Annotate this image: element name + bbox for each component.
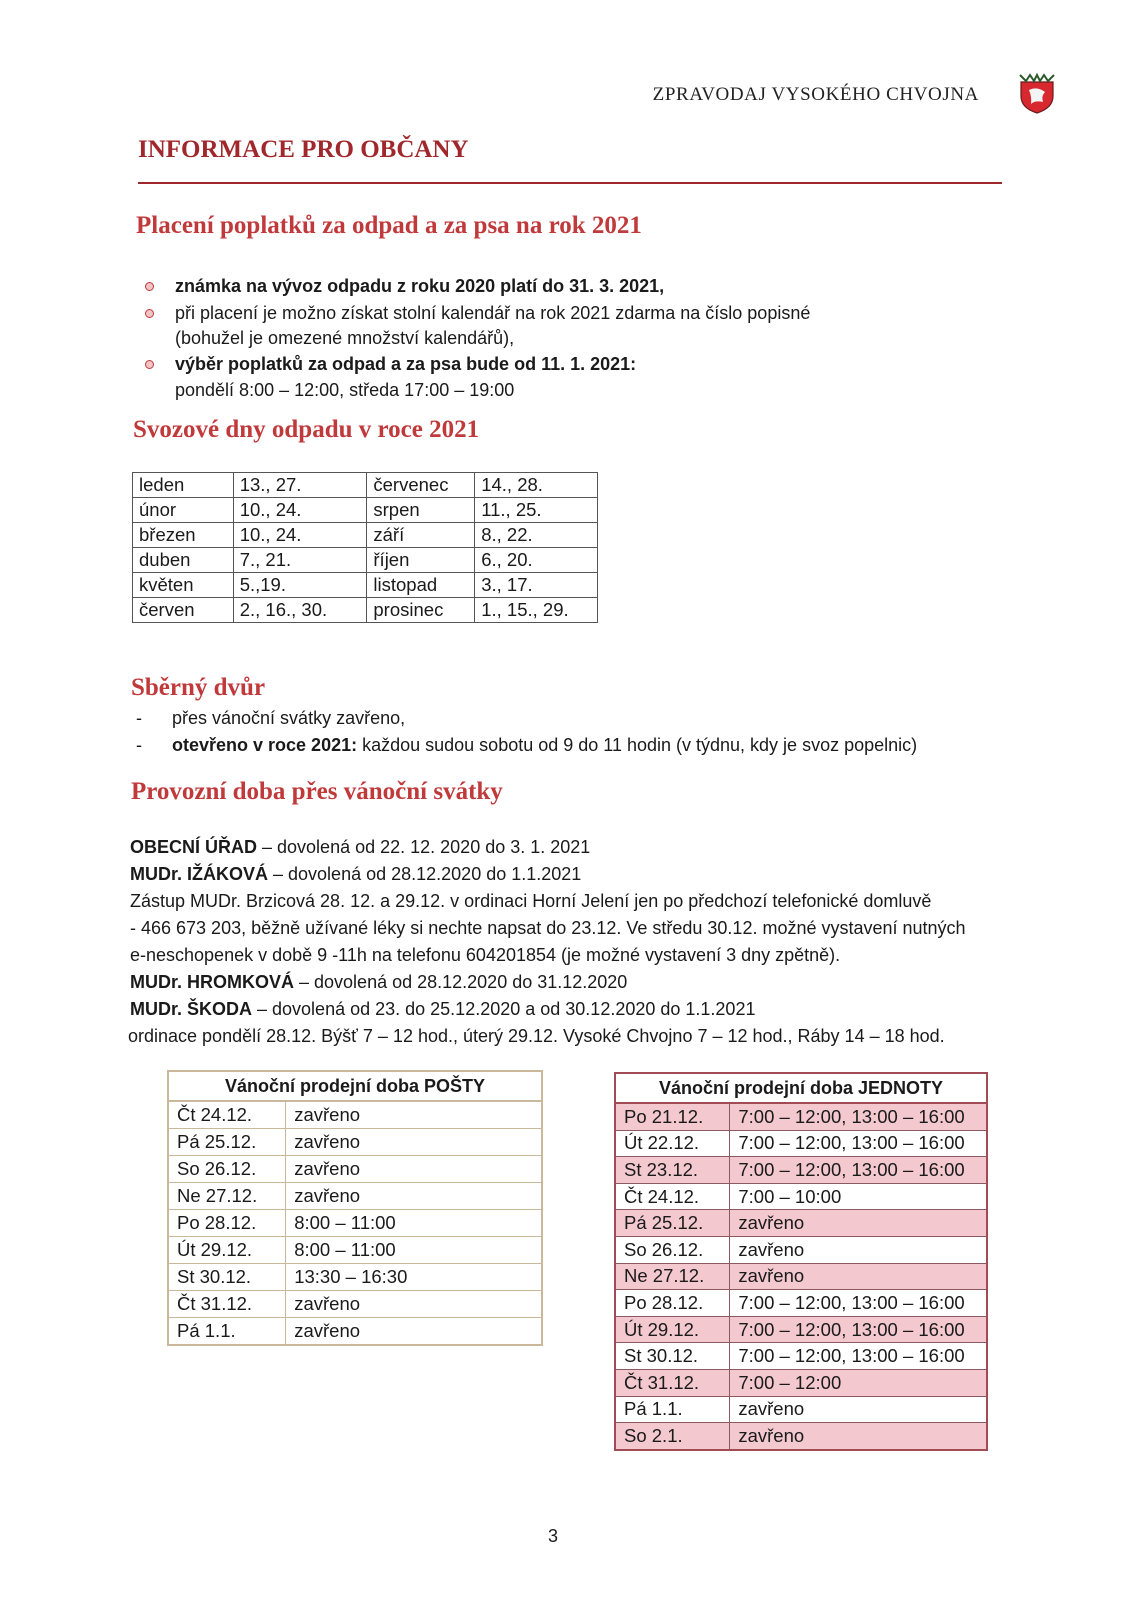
bullet-icon <box>145 309 154 318</box>
table-row <box>168 1156 542 1183</box>
table-cell: červenec <box>367 473 475 498</box>
table-cell: So 2.1. <box>615 1423 730 1450</box>
table-row <box>168 1237 542 1264</box>
table-cell: zavřeno <box>286 1183 542 1210</box>
table-cell: zavřeno <box>286 1291 542 1318</box>
table-cell: St 23.12. <box>615 1157 730 1184</box>
jednota-table-title: Vánoční prodejní doba JEDNOTY <box>615 1073 987 1103</box>
table-row <box>615 1316 987 1343</box>
coat-of-arms-icon <box>1017 72 1057 114</box>
table-cell: zavřeno <box>730 1263 987 1290</box>
table-cell: říjen <box>367 548 475 573</box>
table-cell: zavřeno <box>730 1236 987 1263</box>
hours-line-6: MUDr. HROMKOVÁ – dovolená od 28.12.2020 do 31.12.2020 <box>130 972 628 992</box>
table-cell: St 30.12. <box>168 1264 286 1291</box>
table-cell: Ne 27.12. <box>168 1183 286 1210</box>
table-row <box>133 498 598 523</box>
section-label: INFORMACE PRO OBČANY <box>138 136 469 163</box>
table-cell: 2., 16., 30. <box>233 598 367 623</box>
table-row <box>615 1263 987 1290</box>
table-row <box>133 598 598 623</box>
table-cell: 8:00 – 11:00 <box>286 1210 542 1237</box>
table-cell: 13:30 – 16:30 <box>286 1264 542 1291</box>
table-row <box>615 1369 987 1396</box>
table-cell: So 26.12. <box>615 1236 730 1263</box>
hours-line-4: - 466 673 203, běžně užívané léky si nechte napsat do 23.12. Ve středu 30.12. možné vystavení nutných <box>130 918 966 938</box>
table-cell: Út 29.12. <box>615 1316 730 1343</box>
hours-line-8: ordinace pondělí 28.12. Býšť 7 – 12 hod., úterý 29.12. Vysoké Chvojno 7 – 12 hod., Ráby 14 – 18 hod. <box>128 1026 945 1046</box>
table-cell: 13., 27. <box>233 473 367 498</box>
table-cell: Po 28.12. <box>615 1290 730 1317</box>
table-cell: 7:00 – 12:00, 13:00 – 16:00 <box>730 1290 987 1317</box>
table-cell: červen <box>133 598 234 623</box>
table-cell: zavřeno <box>730 1396 987 1423</box>
table-cell: 5.,19. <box>233 573 367 598</box>
table-row <box>168 1129 542 1156</box>
table-row <box>615 1396 987 1423</box>
newsletter-title: ZPRAVODAJ VYSOKÉHO CHVOJNA <box>652 84 979 105</box>
table-cell: Po 21.12. <box>615 1103 730 1130</box>
table-row <box>168 1210 542 1237</box>
table-cell: 7:00 – 12:00 <box>730 1369 987 1396</box>
table-cell: srpen <box>367 498 475 523</box>
fees-bullet-2-cont: (bohužel je omezené množství kalendářů), <box>175 328 515 348</box>
hours-line-1: OBECNÍ ÚŘAD – dovolená od 22. 12. 2020 do 3. 1. 2021 <box>130 837 591 857</box>
table-cell: září <box>367 523 475 548</box>
table-cell: květen <box>133 573 234 598</box>
waste-schedule-table <box>132 472 598 623</box>
table-cell: zavřeno <box>286 1129 542 1156</box>
fees-bullet-3: výběr poplatků za odpad a za psa bude od 11. 1. 2021: <box>175 351 636 377</box>
table-cell: Út 29.12. <box>168 1237 286 1264</box>
table-cell: Pá 1.1. <box>615 1396 730 1423</box>
hours-line-2: MUDr. IŽÁKOVÁ – dovolená od 28.12.2020 do 1.1.2021 <box>130 864 582 884</box>
hours-heading: Provozní doba přes vánoční svátky <box>131 778 503 805</box>
table-cell: Ne 27.12. <box>615 1263 730 1290</box>
table-row <box>168 1291 542 1318</box>
table-cell: zavřeno <box>286 1318 542 1346</box>
table-row <box>615 1130 987 1157</box>
table-cell: 7:00 – 12:00, 13:00 – 16:00 <box>730 1343 987 1370</box>
table-row <box>615 1290 987 1317</box>
table-cell: Pá 25.12. <box>615 1210 730 1237</box>
table-row <box>133 473 598 498</box>
bullet-icon <box>145 360 154 369</box>
table-row <box>168 1101 542 1129</box>
fees-bullet-3-cont: pondělí 8:00 – 12:00, středa 17:00 – 19:00 <box>175 380 515 400</box>
jednota-hours-table <box>614 1072 988 1451</box>
table-row <box>615 1157 987 1184</box>
table-row <box>615 1210 987 1237</box>
table-cell: 7., 21. <box>233 548 367 573</box>
table-cell: 14., 28. <box>475 473 598 498</box>
table-row <box>168 1183 542 1210</box>
fees-bullet-1: známka na vývoz odpadu z roku 2020 platí do 31. 3. 2021, <box>175 273 664 299</box>
waste-heading: Svozové dny odpadu v roce 2021 <box>133 416 480 443</box>
table-cell: listopad <box>367 573 475 598</box>
table-cell: Čt 24.12. <box>168 1101 286 1129</box>
table-cell: zavřeno <box>730 1210 987 1237</box>
section-rule <box>138 182 1002 184</box>
table-cell: Čt 31.12. <box>168 1291 286 1318</box>
table-row <box>168 1318 542 1346</box>
bullet-icon <box>145 282 154 291</box>
table-cell: únor <box>133 498 234 523</box>
table-cell: 10., 24. <box>233 523 367 548</box>
table-row <box>615 1423 987 1450</box>
table-cell: 8., 22. <box>475 523 598 548</box>
table-row <box>168 1264 542 1291</box>
table-cell: Po 28.12. <box>168 1210 286 1237</box>
table-cell: 1., 15., 29. <box>475 598 598 623</box>
fees-heading: Placení poplatků za odpad a za psa na rok 2021 <box>136 212 642 239</box>
table-cell: březen <box>133 523 234 548</box>
hours-line-5: e-neschopenek v době 9 -11h na telefonu 604201854 (je možné vystavení 3 dny zpětně). <box>130 945 841 965</box>
table-cell: Út 22.12. <box>615 1130 730 1157</box>
post-table-title: Vánoční prodejní doba POŠTY <box>168 1071 542 1101</box>
table-cell: 7:00 – 12:00, 13:00 – 16:00 <box>730 1130 987 1157</box>
table-row <box>133 573 598 598</box>
table-cell: 3., 17. <box>475 573 598 598</box>
table-cell: prosinec <box>367 598 475 623</box>
table-cell: 7:00 – 10:00 <box>730 1183 987 1210</box>
table-cell: 10., 24. <box>233 498 367 523</box>
table-row <box>133 523 598 548</box>
table-row <box>133 548 598 573</box>
table-row <box>615 1343 987 1370</box>
yard-item-1: - přes vánoční svátky zavřeno, <box>136 708 406 728</box>
table-cell: duben <box>133 548 234 573</box>
hours-line-7: MUDr. ŠKODA – dovolená od 23. do 25.12.2020 a od 30.12.2020 do 1.1.2021 <box>130 999 756 1019</box>
post-hours-table <box>167 1070 543 1346</box>
table-cell: 7:00 – 12:00, 13:00 – 16:00 <box>730 1316 987 1343</box>
table-row <box>615 1103 987 1130</box>
table-cell: 11., 25. <box>475 498 598 523</box>
table-cell: Pá 25.12. <box>168 1129 286 1156</box>
table-row <box>615 1183 987 1210</box>
table-cell: 8:00 – 11:00 <box>286 1237 542 1264</box>
table-row <box>615 1236 987 1263</box>
yard-heading: Sběrný dvůr <box>131 674 266 701</box>
yard-item-2: - otevřeno v roce 2021: každou sudou sobotu od 9 do 11 hodin (v týdnu, kdy je svoz popelnic) <box>136 735 918 755</box>
table-cell: Čt 31.12. <box>615 1369 730 1396</box>
hours-line-3: Zástup MUDr. Brzicová 28. 12. a 29.12. v ordinaci Horní Jelení jen po předchozí telefonické domluvě <box>130 891 932 911</box>
table-cell: 7:00 – 12:00, 13:00 – 16:00 <box>730 1157 987 1184</box>
table-cell: 6., 20. <box>475 548 598 573</box>
table-cell: Čt 24.12. <box>615 1183 730 1210</box>
table-cell: zavřeno <box>286 1101 542 1129</box>
table-cell: 7:00 – 12:00, 13:00 – 16:00 <box>730 1103 987 1130</box>
table-cell: zavřeno <box>730 1423 987 1450</box>
table-cell: leden <box>133 473 234 498</box>
table-cell: zavřeno <box>286 1156 542 1183</box>
table-cell: So 26.12. <box>168 1156 286 1183</box>
table-cell: St 30.12. <box>615 1343 730 1370</box>
table-cell: Pá 1.1. <box>168 1318 286 1346</box>
page-number: 3 <box>548 1526 559 1546</box>
fees-bullet-2: při placení je možno získat stolní kalendář na rok 2021 zdarma na číslo popisné <box>175 300 810 326</box>
